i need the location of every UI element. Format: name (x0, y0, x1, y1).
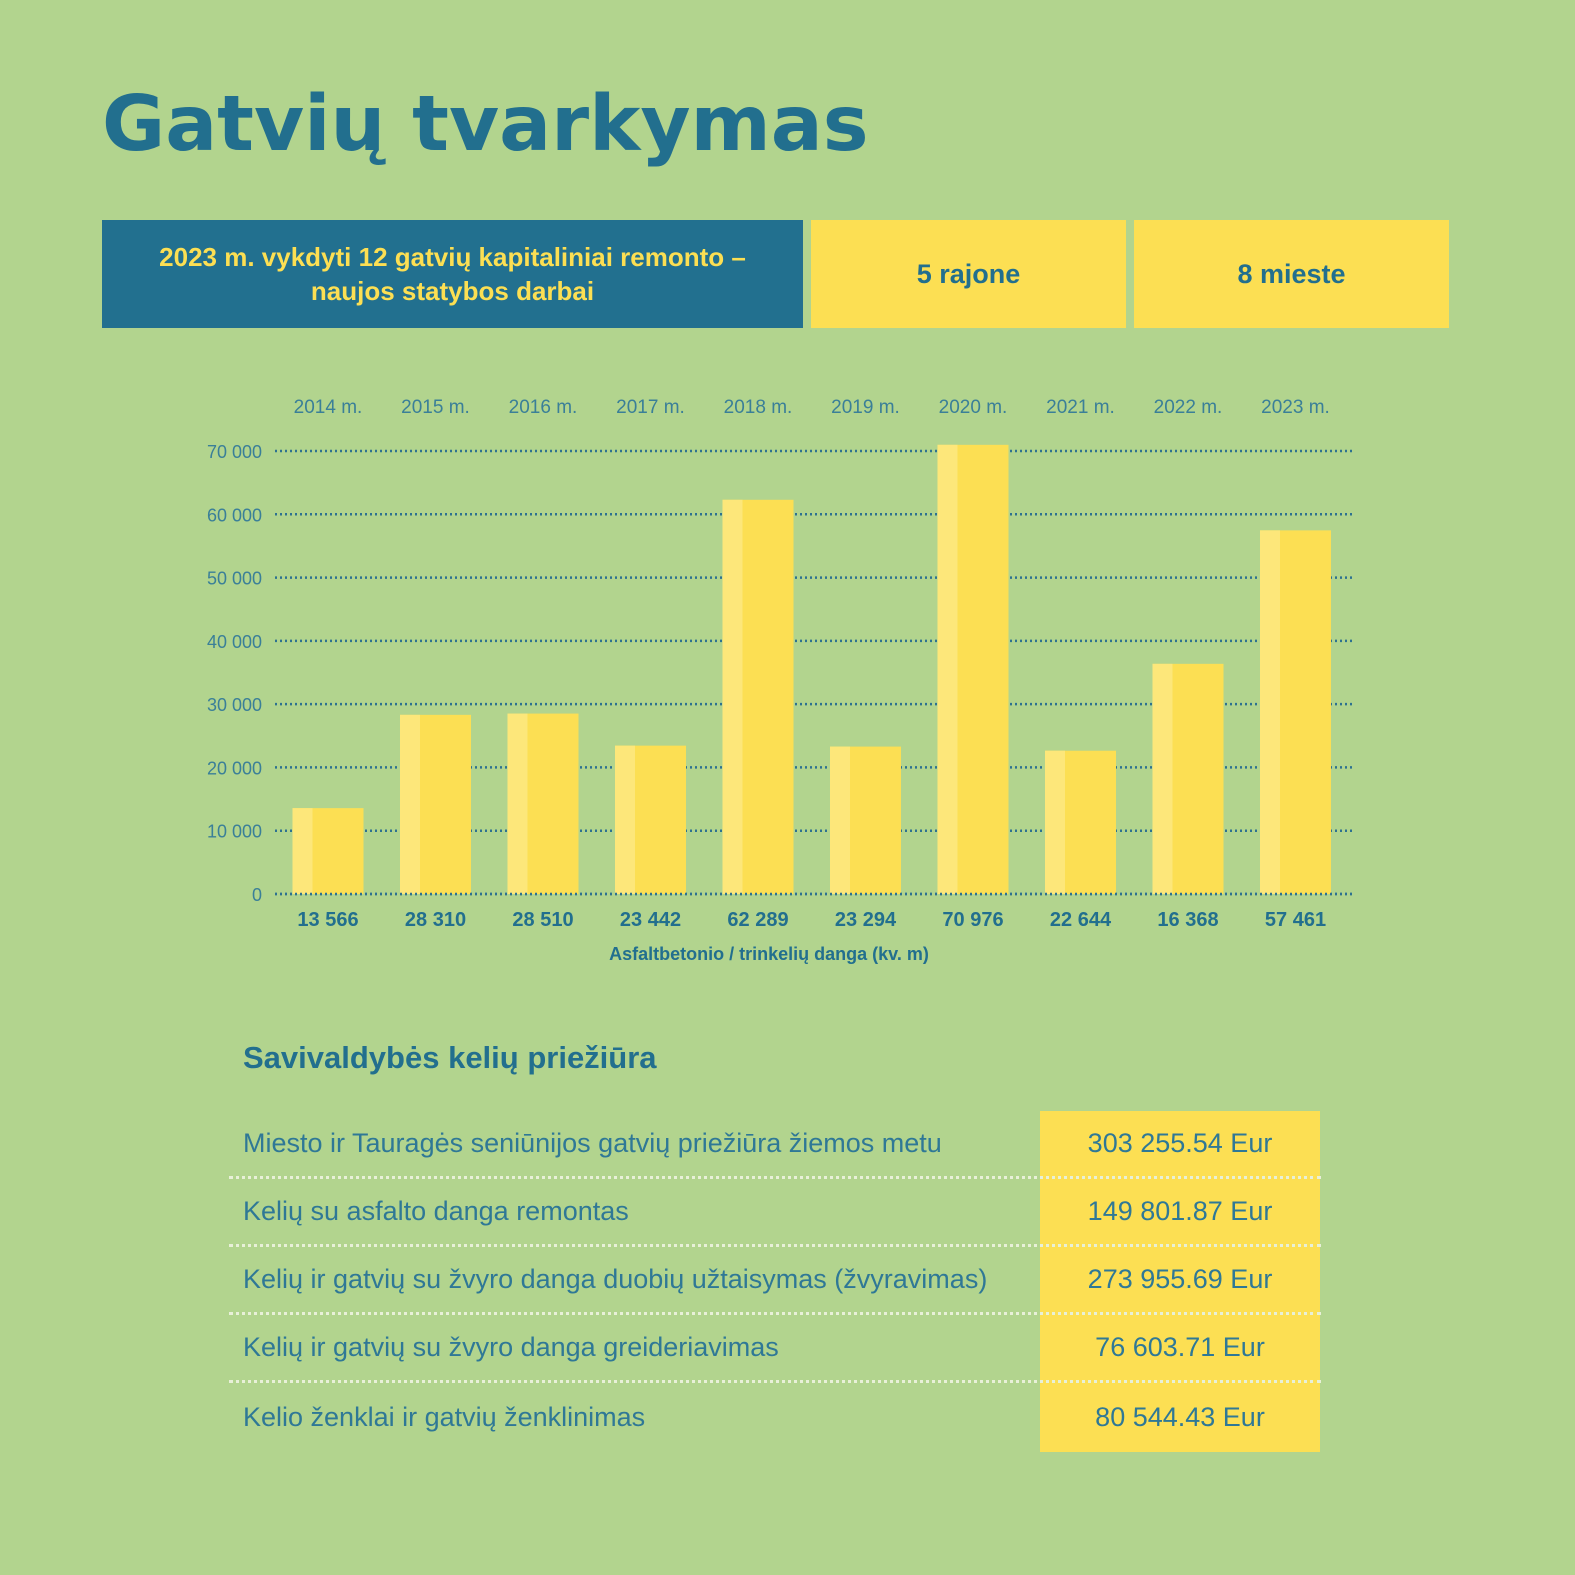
row-label: Kelių su asfalto danga remontas (243, 1196, 629, 1226)
summary-banner-text: 2023 m. vykdyti 12 gatvių kapitaliniai remonto – naujos statybos darbai (159, 242, 746, 306)
data-label: 62 289 (727, 909, 789, 931)
page-title: Gatvių tvarkymas (102, 80, 869, 169)
row-value: 273 955.69 Eur (1087, 1264, 1273, 1294)
category-label: 2022 m. (1153, 397, 1223, 418)
category-label: 2015 m. (401, 397, 470, 418)
bar-highlight (1153, 664, 1173, 894)
bar-highlight (293, 808, 313, 894)
bar-highlight (1260, 530, 1280, 894)
y-tick-label: 20 000 (206, 758, 262, 779)
bar-highlight (723, 500, 743, 894)
bar-highlight (938, 445, 958, 894)
y-tick-label: 60 000 (206, 505, 262, 526)
data-label: 28 510 (512, 909, 574, 931)
table-row (229, 1247, 1321, 1315)
table-row (229, 1179, 1321, 1247)
bar-chart (0, 380, 1575, 990)
bar-highlight (615, 746, 635, 894)
bar-highlight (830, 747, 850, 894)
data-label: 23 294 (834, 909, 897, 931)
table-row (229, 1315, 1321, 1383)
y-tick-label: 40 000 (206, 631, 262, 652)
city-count-text: 8 mieste (1237, 258, 1346, 289)
data-label: 28 310 (404, 909, 467, 931)
y-tick-label: 50 000 (206, 568, 262, 589)
row-label: Miesto ir Tauragės seniūnijos gatvių priežiūra žiemos metu (243, 1128, 942, 1158)
table-row (229, 1111, 1321, 1179)
row-value: 149 801.87 Eur (1087, 1196, 1273, 1226)
row-label: Kelio ženklai ir gatvių ženklinimas (243, 1401, 646, 1432)
data-label: 13 566 (297, 909, 359, 931)
y-tick-label: 30 000 (206, 695, 262, 716)
row-value: 80 544.43 Eur (1095, 1401, 1265, 1432)
x-axis-label: Asfaltbetonio / trinkelių danga (kv. m) (609, 944, 929, 964)
bar-highlight (400, 715, 420, 894)
category-label: 2023 m. (1261, 397, 1330, 418)
data-label: 22 644 (1049, 909, 1112, 931)
data-label: 70 976 (942, 909, 1004, 931)
category-label: 2020 m. (938, 397, 1008, 418)
row-label: Kelių ir gatvių su žvyro danga greideriavimas (243, 1332, 779, 1362)
y-tick-label: 70 000 (206, 442, 262, 462)
maintenance-table (229, 1111, 1321, 1451)
bar-highlight (508, 714, 528, 894)
summary-banner (102, 220, 803, 328)
bar-highlight (1045, 751, 1065, 894)
category-label: 2017 m. (616, 397, 685, 418)
row-value: 76 603.71 Eur (1095, 1332, 1265, 1362)
row-value: 303 255.54 Eur (1087, 1128, 1273, 1158)
data-label: 23 442 (619, 909, 682, 931)
category-label: 2021 m. (1046, 397, 1115, 418)
data-label: 16 368 (1157, 909, 1219, 931)
district-count-text: 5 rajone (916, 258, 1021, 289)
row-label: Kelių ir gatvių su žvyro danga duobių užtaisymas (žvyravimas) (243, 1264, 988, 1294)
category-label: 2018 m. (723, 397, 793, 418)
category-label: 2016 m. (508, 397, 578, 418)
data-label: 57 461 (1264, 909, 1327, 931)
y-tick-label: 10 000 (206, 821, 262, 842)
district-count-badge (811, 220, 1126, 328)
category-label: 2019 m. (831, 397, 900, 418)
category-label: 2014 m. (293, 397, 363, 418)
maintenance-title: Savivaldybės kelių priežiūra (243, 1040, 657, 1075)
city-count-badge (1134, 220, 1449, 328)
table-row (229, 1383, 1321, 1451)
y-tick-label: 0 (251, 885, 262, 905)
